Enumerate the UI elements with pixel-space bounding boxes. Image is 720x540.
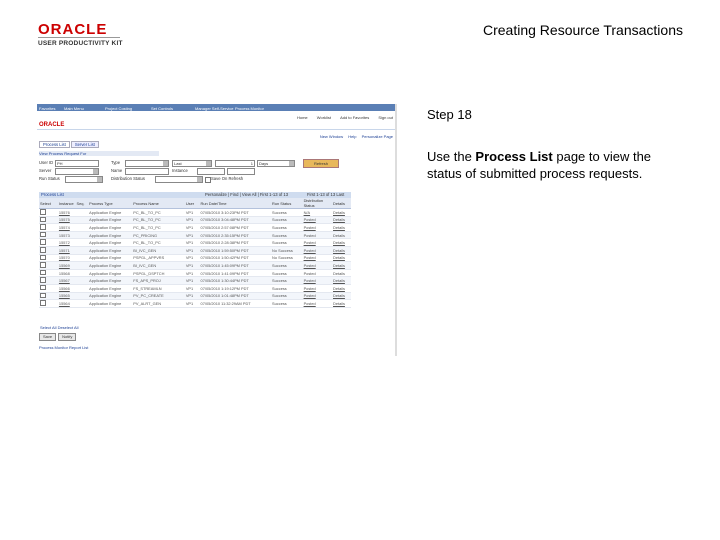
header-divider	[37, 129, 395, 130]
oracle-upk-logo	[38, 22, 123, 47]
distribution-status-cell[interactable]: Posted	[303, 262, 332, 270]
user-cell: VP1	[185, 254, 200, 262]
instance-cell[interactable]: 15574	[58, 224, 76, 232]
run-datetime-cell: 07/05/2010 1:59:50PM PDT	[200, 246, 272, 254]
details-link[interactable]: Details	[332, 284, 351, 292]
row-select-checkbox[interactable]	[40, 209, 46, 215]
instance-cell[interactable]: 15576	[58, 209, 76, 217]
seq-cell	[76, 239, 89, 247]
type-dropdown[interactable]	[125, 160, 169, 167]
new-window-link[interactable]: New Window	[319, 134, 344, 139]
process-name-cell: PC_BL_TO_PC	[132, 224, 185, 232]
instance-cell[interactable]: 15567	[58, 277, 76, 285]
row-select-cell	[39, 239, 58, 247]
view-request-heading: View Process Request For	[39, 151, 159, 156]
run-status-cell: Success	[271, 209, 303, 217]
table-row	[39, 254, 351, 262]
process-name-cell: PSPGL_APPVRS	[132, 254, 185, 262]
tab-server-list[interactable]: Server List	[71, 141, 99, 148]
days-dropdown[interactable]	[257, 160, 295, 167]
worklist-link[interactable]: Worklist	[316, 115, 331, 120]
row-select-checkbox[interactable]	[40, 277, 46, 283]
process-list-nav[interactable]: Personalize | Find | View All | First 1-13 of 13	[205, 192, 289, 197]
process-type-cell: Application Engine	[88, 284, 132, 292]
table-row	[39, 262, 351, 270]
last-count-field[interactable]	[215, 160, 255, 167]
add-favorites-link[interactable]: Add to Favorites	[340, 115, 370, 120]
run-status-cell: No Success	[271, 246, 303, 254]
run-datetime-cell: 07/05/2010 1:50:42PM PDT	[200, 254, 272, 262]
seq-cell	[76, 216, 89, 224]
process-type-cell: Application Engine	[88, 277, 132, 285]
table-row	[39, 216, 351, 224]
col-instance[interactable]: Instance	[58, 198, 76, 209]
row-select-cell	[39, 269, 58, 277]
run-datetime-cell: 07/05/2010 1:19:12PM PDT	[200, 284, 272, 292]
run-datetime-cell: 07/05/2010 2:28:38PM PDT	[200, 239, 272, 247]
table-row	[39, 224, 351, 232]
instance-cell[interactable]: 15568	[58, 269, 76, 277]
instance-cell[interactable]: 15570	[58, 254, 76, 262]
nav-main-menu[interactable]: Main Menu	[64, 105, 84, 111]
row-select-checkbox[interactable]	[40, 285, 46, 291]
process-name-cell: PV_ALRT_GEN	[132, 300, 185, 308]
process-type-cell: Application Engine	[88, 254, 132, 262]
user-cell: VP1	[185, 300, 200, 308]
col-process-type[interactable]: Process Type	[88, 198, 132, 209]
distribution-status-cell[interactable]: Posted	[303, 231, 332, 239]
process-list-pager[interactable]: First 1-13 of 13 Last	[307, 192, 345, 197]
details-link[interactable]: Details	[332, 224, 351, 232]
run-status-cell: Success	[271, 292, 303, 300]
process-type-cell: Application Engine	[88, 216, 132, 224]
process-name-cell: PC_BL_TO_PC	[132, 239, 185, 247]
run-datetime-cell: 07/05/2010 2:35:15PM PDT	[200, 231, 272, 239]
table-header-row	[39, 198, 351, 209]
oracle-brand: ORACLE	[38, 22, 120, 38]
table-row	[39, 231, 351, 239]
seq-cell	[76, 246, 89, 254]
server-dropdown[interactable]	[55, 168, 99, 175]
nav-process-monitor[interactable]: Process Monitor	[235, 105, 264, 111]
distribution-status-cell[interactable]: Posted	[303, 269, 332, 277]
run-datetime-cell: 07/05/2010 1:41:09PM PDT	[200, 269, 272, 277]
run-status-cell: Success	[271, 216, 303, 224]
row-select-checkbox[interactable]	[40, 270, 46, 276]
user-id-value: PH	[57, 161, 63, 166]
process-type-cell: Application Engine	[88, 292, 132, 300]
run-datetime-cell: 07/05/2010 2:57:08PM PDT	[200, 224, 272, 232]
seq-cell	[76, 231, 89, 239]
details-link[interactable]: Details	[332, 254, 351, 262]
distribution-status-cell[interactable]: Posted	[303, 254, 332, 262]
details-link[interactable]: Details	[332, 239, 351, 247]
header-links	[289, 115, 393, 120]
col-seq[interactable]: Seq.	[76, 198, 89, 209]
process-type-cell: Application Engine	[88, 300, 132, 308]
details-link[interactable]: Details	[332, 231, 351, 239]
nav-favorites[interactable]: Favorites	[39, 105, 56, 111]
row-select-cell	[39, 246, 58, 254]
user-id-label: User ID	[39, 160, 54, 165]
distribution-status-cell[interactable]: Posted	[303, 300, 332, 308]
name-field[interactable]	[125, 168, 169, 175]
row-select-checkbox[interactable]	[40, 217, 46, 223]
table-row	[39, 246, 351, 254]
user-cell: VP1	[185, 209, 200, 217]
run-status-cell: Success	[271, 262, 303, 270]
run-datetime-cell: 07/05/2010 1:45:09PM PDT	[200, 262, 272, 270]
type-label: Type	[111, 160, 121, 165]
user-id-field[interactable]	[55, 160, 99, 167]
run-status-label: Run Status	[39, 176, 60, 181]
run-datetime-cell: 07/05/2010 1:01:48PM PDT	[200, 292, 272, 300]
row-select-checkbox[interactable]	[40, 262, 46, 268]
process-type-cell: Application Engine	[88, 269, 132, 277]
nav-project-costing[interactable]: Project Costing	[105, 105, 133, 111]
help-link[interactable]: Help	[348, 134, 357, 139]
action-buttons	[39, 333, 78, 341]
seq-cell	[76, 277, 89, 285]
screenshot-shadow	[395, 104, 397, 356]
user-cell: VP1	[185, 277, 200, 285]
user-cell: VP1	[185, 269, 200, 277]
instance-to-field[interactable]	[227, 168, 255, 175]
table-row	[39, 292, 351, 300]
nav-manager-self-service[interactable]: Manager Self-Service	[195, 105, 234, 111]
user-cell: VP1	[185, 292, 200, 300]
process-type-cell: Application Engine	[88, 239, 132, 247]
page-tabs	[39, 141, 100, 148]
instance-label: Instance	[172, 168, 188, 173]
col-process-name[interactable]: Process Name	[132, 198, 185, 209]
seq-cell	[76, 262, 89, 270]
desc-post: page to view the status of submitted process requests.	[427, 149, 652, 181]
notify-button[interactable]: Notify	[58, 333, 76, 341]
seq-cell	[76, 224, 89, 232]
instance-cell[interactable]: 15566	[58, 284, 76, 292]
user-cell: VP1	[185, 239, 200, 247]
process-type-cell: Application Engine	[88, 246, 132, 254]
step-label: Step 18	[427, 107, 472, 122]
run-status-cell: Success	[271, 277, 303, 285]
col-run-status[interactable]: Run Status	[271, 198, 303, 209]
distribution-status-cell[interactable]: Posted	[303, 239, 332, 247]
process-name-cell: PV_PC_CREATE	[132, 292, 185, 300]
row-select-checkbox[interactable]	[40, 224, 46, 230]
details-link[interactable]: Details	[332, 292, 351, 300]
run-status-cell: Success	[271, 284, 303, 292]
app-top-nav	[37, 104, 395, 111]
instance-cell[interactable]: 15575	[58, 216, 76, 224]
details-link[interactable]: Details	[332, 216, 351, 224]
row-select-cell	[39, 216, 58, 224]
row-select-cell	[39, 262, 58, 270]
refresh-button[interactable]: Refresh	[303, 159, 339, 168]
row-select-cell	[39, 292, 58, 300]
row-select-checkbox[interactable]	[40, 293, 46, 299]
details-link[interactable]: Details	[332, 246, 351, 254]
run-status-cell: Success	[271, 239, 303, 247]
process-name-cell: BI_IVC_GEN	[132, 262, 185, 270]
row-select-cell	[39, 224, 58, 232]
table-row	[39, 239, 351, 247]
server-label: Server	[39, 168, 52, 173]
distribution-status-cell[interactable]: Posted	[303, 277, 332, 285]
run-datetime-cell: 07/05/2010 3:10:23PM PDT	[200, 209, 272, 217]
desc-pre: Use the	[427, 149, 476, 164]
table-row	[39, 284, 351, 292]
user-cell: VP1	[185, 262, 200, 270]
process-name-cell: PC_BL_TO_PC	[132, 216, 185, 224]
process-type-cell: Application Engine	[88, 224, 132, 232]
user-cell: VP1	[185, 246, 200, 254]
process-type-cell: Application Engine	[88, 209, 132, 217]
row-select-checkbox[interactable]	[40, 239, 46, 245]
upk-product-name: USER PRODUCTIVITY KIT	[38, 40, 123, 47]
run-status-cell: Success	[271, 300, 303, 308]
row-select-cell	[39, 277, 58, 285]
run-status-dropdown[interactable]	[65, 176, 103, 183]
row-select-checkbox[interactable]	[40, 247, 46, 253]
page-utility-links	[316, 134, 393, 139]
run-datetime-cell: 07/05/2010 11:32:29AM PDT	[200, 300, 272, 308]
last-count-value: 1	[250, 161, 253, 166]
nav-set-controls[interactable]: Set Controls	[151, 105, 174, 111]
process-list-title: Process List	[41, 192, 64, 197]
col-select: Select	[39, 198, 58, 209]
col-details: Details	[332, 198, 351, 209]
instance-cell[interactable]: 15571	[58, 246, 76, 254]
process-name-cell: BI_IVC_GEN	[132, 246, 185, 254]
personalize-page-link[interactable]: Personalize Page	[361, 134, 393, 139]
distribution-status-cell[interactable]: Posted	[303, 292, 332, 300]
run-datetime-cell: 07/05/2010 1:30:44PM PDT	[200, 277, 272, 285]
details-link[interactable]: Details	[332, 300, 351, 308]
run-status-cell: No Success	[271, 254, 303, 262]
distribution-status-dropdown[interactable]	[155, 176, 203, 183]
user-cell: VP1	[185, 284, 200, 292]
save-on-refresh-checkbox[interactable]	[205, 177, 211, 183]
process-name-cell: FS_APS_PROJ	[132, 277, 185, 285]
run-status-cell: Success	[271, 224, 303, 232]
row-select-checkbox[interactable]	[40, 232, 46, 238]
desc-bold: Process List	[475, 149, 553, 164]
process-name-cell: PC_PRICING	[132, 231, 185, 239]
instance-from-field[interactable]	[197, 168, 225, 175]
report-list-link[interactable]: Process Monitor Report List	[39, 345, 89, 350]
table-row	[39, 300, 351, 308]
details-link[interactable]: Details	[332, 277, 351, 285]
process-type-cell: Application Engine	[88, 262, 132, 270]
row-select-checkbox[interactable]	[40, 255, 46, 261]
instance-cell[interactable]: 15569	[58, 262, 76, 270]
instance-cell[interactable]: 15564	[58, 300, 76, 308]
row-select-cell	[39, 284, 58, 292]
days-value: Days	[259, 161, 269, 166]
process-name-cell: PSPGL_DSPTCH	[132, 269, 185, 277]
sign-out-link[interactable]: Sign out	[378, 115, 393, 120]
seq-cell	[76, 269, 89, 277]
row-select-cell	[39, 209, 58, 217]
seq-cell	[76, 292, 89, 300]
distribution-status-cell[interactable]: Posted	[303, 284, 332, 292]
distribution-status-label: Distribution Status	[111, 176, 145, 181]
save-button[interactable]: Save	[39, 333, 56, 341]
distribution-status-cell[interactable]: Posted	[303, 246, 332, 254]
step-description	[427, 148, 677, 182]
col-distribution-status[interactable]: Distribution Status	[303, 198, 332, 209]
instance-cell[interactable]: 15573	[58, 231, 76, 239]
distribution-status-cell[interactable]: Posted	[303, 216, 332, 224]
process-name-cell: PC_BL_TO_PC	[132, 209, 185, 217]
save-on-refresh-label: Save On Refresh	[211, 176, 244, 181]
process-list-table	[39, 198, 351, 308]
instance-cell[interactable]: 15565	[58, 292, 76, 300]
user-cell: VP1	[185, 224, 200, 232]
seq-cell	[76, 209, 89, 217]
seq-cell	[76, 284, 89, 292]
details-link[interactable]: Details	[332, 269, 351, 277]
process-type-cell: Application Engine	[88, 231, 132, 239]
run-status-cell: Success	[271, 269, 303, 277]
row-select-checkbox[interactable]	[40, 300, 46, 306]
col-run-datetime[interactable]: Run Date/Time	[200, 198, 272, 209]
instance-cell[interactable]: 15572	[58, 239, 76, 247]
run-datetime-cell: 07/05/2010 3:04:48PM PDT	[200, 216, 272, 224]
row-select-cell	[39, 300, 58, 308]
user-cell: VP1	[185, 216, 200, 224]
document-title: Creating Resource Transactions	[483, 22, 683, 38]
process-name-cell: FS_STREAMLN	[132, 284, 185, 292]
seq-cell	[76, 300, 89, 308]
last-dropdown[interactable]	[172, 160, 212, 167]
run-status-cell: Success	[271, 231, 303, 239]
app-logo: ORACLE	[39, 122, 65, 128]
seq-cell	[76, 254, 89, 262]
name-label: Name	[111, 168, 123, 173]
col-user[interactable]: User	[185, 198, 200, 209]
table-row	[39, 277, 351, 285]
user-cell: VP1	[185, 231, 200, 239]
row-select-cell	[39, 231, 58, 239]
table-row	[39, 209, 351, 217]
tab-process-list[interactable]: Process List	[39, 141, 70, 148]
app-screenshot	[37, 104, 395, 352]
details-link[interactable]: Details	[332, 262, 351, 270]
select-all-links[interactable]: Select All Deselect All	[40, 325, 79, 330]
distribution-status-cell[interactable]: N/A	[303, 209, 332, 217]
distribution-status-cell[interactable]: Posted	[303, 224, 332, 232]
details-link[interactable]: Details	[332, 209, 351, 217]
last-value: Last	[174, 161, 182, 166]
home-link[interactable]: Home	[296, 115, 308, 120]
table-row	[39, 269, 351, 277]
row-select-cell	[39, 254, 58, 262]
